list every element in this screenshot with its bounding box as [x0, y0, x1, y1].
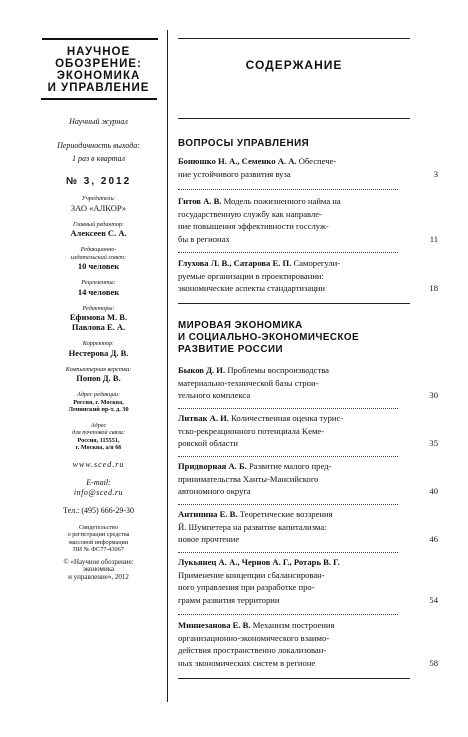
editors-label: Редакторы: — [82, 304, 115, 312]
toc-entry-text — [178, 619, 396, 669]
toc-entry[interactable] — [178, 195, 438, 245]
postal-address-label: Адрес — [90, 421, 107, 429]
contents-title: СОДЕРЖАНИЕ — [245, 58, 343, 72]
postal-address: г. Москва, а/я 66 — [75, 444, 122, 451]
toc-entry-title-line: новое прочтение — [178, 534, 240, 545]
periodicity-value: 1 раз в квартал — [71, 154, 125, 163]
toc-entry-title-line: Применение концепции сбалансирован- — [178, 569, 325, 580]
postal-address: Россия, 115551, — [77, 436, 120, 444]
issue-number: № 3, 2012 — [65, 176, 132, 187]
toc-entry-page: 3 — [433, 168, 438, 179]
toc-entry-title-line: Количественная оценка турис- — [231, 413, 344, 423]
section-title — [178, 320, 410, 356]
contents-top-rule — [178, 38, 410, 39]
toc-entry-text — [178, 556, 396, 606]
toc-entry[interactable] — [178, 155, 438, 180]
toc-entry[interactable] — [178, 619, 438, 669]
toc-entry-page: 18 — [429, 283, 438, 294]
section-title — [178, 138, 410, 150]
column-divider — [167, 30, 168, 702]
contents-title-rule — [178, 118, 410, 119]
toc-entry-title-line: грамм развития территории — [178, 594, 280, 605]
copyright-line: © «Научное обозрение: — [63, 557, 134, 566]
toc-entry-title-line: Механизм построения — [252, 620, 335, 630]
chief-editor-value: Алексеев С. А. — [70, 228, 127, 238]
contents-bottom-rule — [178, 678, 410, 679]
journal-title-line: И УПРАВЛЕНИЕ — [47, 82, 150, 94]
toc-entry-text — [178, 155, 396, 180]
toc-entry[interactable] — [178, 412, 438, 450]
toc-entry-title-line: Саморегули- — [293, 258, 341, 268]
toc-entry-title-line: ровской области — [178, 438, 238, 449]
toc-entry[interactable] — [178, 364, 438, 402]
section-title-line: И СОЦИАЛЬНО-ЭКОНОМИЧЕСКОЕ — [178, 332, 360, 343]
editors-value: Павлова Е. А. — [71, 322, 126, 332]
toc-entry-title-line: Проблемы воспроизводства — [227, 365, 329, 375]
entry-separator — [178, 614, 398, 615]
council-label: издательский совет: — [70, 253, 127, 261]
reviewers-value: 14 человек — [77, 286, 120, 297]
founder-label: Учредитель: — [81, 195, 116, 202]
toc-entry[interactable] — [178, 257, 438, 295]
toc-entry-title-line: Модель пожизненного найма на — [223, 196, 341, 206]
toc-entry-title-line: государственную службу как направле- — [178, 208, 322, 219]
toc-entry-title-line: тельного комплекса — [178, 390, 251, 401]
toc-entry-text — [178, 257, 396, 295]
entry-separator — [178, 504, 398, 505]
toc-entry-authors: Глухова Л. В., Сатарова Е. П. — [178, 258, 292, 268]
entry-separator — [178, 189, 398, 190]
toc-entry-authors: Лукьянец А. А., Чернов А. Г., Ротарь В. Г. — [178, 557, 340, 567]
toc-entry-page: 54 — [429, 594, 438, 605]
toc-entry[interactable] — [178, 556, 438, 606]
toc-entry-title-line: организационно-экономического взаимо- — [178, 632, 330, 643]
toc-entry-title-line: материально-технической базы строи- — [178, 377, 319, 388]
toc-entry-title-line: Й. Шумпетера на развитие капитализма: — [178, 521, 327, 532]
toc-entry-title-line: Развитие малого пред- — [248, 461, 332, 471]
journal-title-line: ОБОЗРЕНИЕ: — [55, 58, 142, 70]
toc-entry-authors: Антипина Е. В. — [178, 509, 238, 519]
founder-value: ЗАО «АЛКОР» — [70, 202, 127, 213]
council-value: 10 человек — [77, 261, 120, 271]
toc-entry-text — [178, 508, 396, 546]
copyright-line: и управление», 2012 — [68, 572, 129, 581]
periodicity-label: Периодичность выхода: — [57, 141, 140, 150]
toc-entry[interactable] — [178, 460, 438, 498]
phone-number: Тел.: (495) 666-29-30 — [62, 505, 134, 515]
section-title-line: МИРОВАЯ ЭКОНОМИКА — [178, 320, 303, 331]
journal-title-line: НАУЧНОЕ — [66, 46, 131, 58]
postal-address-label: для почтовой связи: — [72, 429, 125, 436]
toc-entry-page: 11 — [429, 233, 438, 244]
toc-entry-page: 35 — [429, 438, 438, 449]
proofreader-value: Нестерова Д. В. — [68, 347, 129, 358]
toc-entry-title-line: ных экономических систем в регионе — [178, 657, 316, 668]
journal-title — [35, 46, 162, 94]
toc-entry-title-line: ние повышения эффективности госслуж- — [178, 221, 329, 232]
toc-entry-title-line: Теоретические воззрения — [239, 509, 333, 519]
toc-entry-authors: Придворная А. Б. — [178, 461, 247, 471]
toc-entry-title-line: экономические аспекты стандартизации — [178, 283, 325, 294]
toc-entry-title-line: принимательства Ханты-Мансийского — [178, 473, 319, 484]
toc-entry-authors: Быков Д. И. — [178, 365, 226, 375]
proofreader-label: Корректор: — [82, 340, 115, 347]
copyright-line: экономика — [82, 565, 115, 573]
section-rule — [178, 303, 410, 304]
editors-value: Ефимова М. В. — [69, 312, 128, 322]
toc-entry-title-line: ного управления при разработке про- — [178, 582, 315, 593]
certificate-line: о регистрации средства — [67, 531, 130, 538]
toc-entry-text — [178, 364, 396, 402]
journal-type: Научный журнал — [69, 117, 128, 126]
certificate-line: Свидетельство — [78, 523, 119, 531]
email-link[interactable]: info@sced.ru — [73, 487, 124, 497]
toc-entry[interactable] — [178, 508, 438, 546]
editorial-address: Россия, г. Москва, — [73, 398, 124, 406]
editorial-address: Ленинский пр-т, д. 30 — [68, 406, 129, 413]
section-title-line: РАЗВИТИЕ РОССИИ — [178, 344, 284, 355]
certificate-line: ПИ № ФС77-43067 — [73, 546, 124, 553]
layout-label: Компьютерная верстка: — [65, 365, 132, 373]
toc-entry-title-line: тско-рекреационного потенциала Keме- — [178, 425, 325, 436]
toc-entry-authors: Бонюшко Н. А., Семенко А. А. — [178, 156, 297, 166]
toc-entry-title-line: ние устойчивого развития вуза — [178, 168, 291, 179]
toc-entry-title-line: автономного округа — [178, 486, 251, 497]
entry-separator — [178, 552, 398, 553]
toc-entry-page: 46 — [429, 534, 438, 545]
toc-entry-authors: Миннезанова Е. В. — [178, 620, 251, 630]
entry-separator — [178, 252, 398, 253]
toc-entry-title-line: бы в регионах — [178, 233, 230, 244]
website-link[interactable]: www.sced.ru — [72, 459, 125, 469]
toc-entry-text — [178, 460, 396, 498]
toc-entry-page: 40 — [429, 486, 438, 497]
section-title-line: ВОПРОСЫ УПРАВЛЕНИЯ — [178, 138, 310, 149]
toc-entry-title-line: Обеспече- — [298, 156, 337, 166]
toc-entry-authors: Литвак А. И. — [178, 413, 229, 423]
council-label: Редакционно- — [80, 246, 117, 253]
toc-entry-page: 58 — [429, 657, 438, 668]
reviewers-label: Рецензенты: — [81, 279, 116, 286]
toc-entry-text — [178, 195, 396, 245]
certificate-line: массовой информации — [68, 538, 129, 546]
toc-entry-title-line: действия пространственно локализован- — [178, 645, 327, 656]
toc-entry-text — [178, 412, 396, 450]
toc-entry-authors: Гитов А. В. — [178, 196, 222, 206]
editorial-address-label: Адрес редакции: — [76, 391, 121, 398]
entry-separator — [178, 456, 398, 457]
toc-entry-title-line: руемые организации в проектировании: — [178, 270, 324, 281]
layout-value: Попов Д. В. — [76, 373, 121, 383]
journal-title-line: ЭКОНОМИКА — [56, 70, 141, 82]
chief-editor-label: Главный редактор: — [72, 220, 125, 228]
entry-separator — [178, 408, 398, 409]
toc-entry-page: 30 — [429, 390, 438, 401]
masthead-column — [35, 37, 162, 581]
email-label: E-mail: — [86, 477, 111, 487]
